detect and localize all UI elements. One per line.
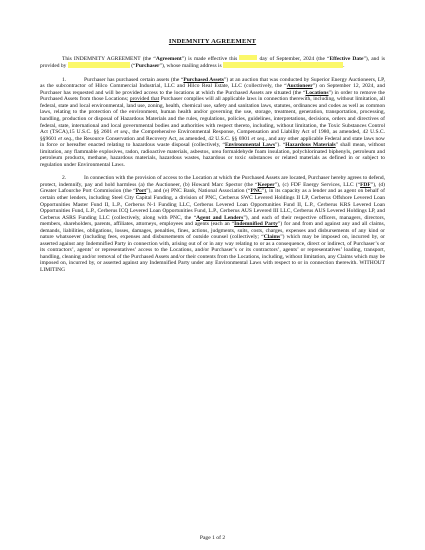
defined-term-effective-date: Effective Date — [329, 55, 364, 62]
defined-term-auctioneer: Auctioneer — [286, 83, 313, 90]
defined-term-agreement: Agreement — [155, 55, 182, 62]
section-number: 1. — [62, 76, 67, 83]
section-number: 2. — [62, 175, 67, 182]
page-number-footer: Page 1 of 2 — [199, 535, 226, 541]
defined-term-pnc: PNC — [250, 188, 262, 195]
defined-term-indemnified-party: Indemnified Party — [234, 221, 278, 228]
defined-term-port: Port — [135, 188, 147, 195]
intro-paragraph: This INDEMNITY AGREEMENT (the “Agreement”) is made effective this day of September, 2024 (the “Effective Date”), and is provided by (“Purchaser”), whose mailing address is . — [40, 55, 385, 70]
document-title: INDEMNITY AGREEMENT — [168, 38, 257, 45]
defined-term-claims: Claims — [263, 234, 281, 241]
defined-term-keeper: Keeper — [257, 181, 275, 188]
defined-term-agent-and-lenders: Agent and Lenders — [196, 214, 244, 221]
blank-day-field[interactable] — [239, 55, 257, 60]
defined-term-locations: Locations — [305, 89, 329, 96]
defined-term-hazardous-materials: Hazardous Materials — [285, 142, 336, 149]
defined-term-purchaser: Purchaser — [135, 63, 160, 70]
defined-term-environmental-laws: Environmental Laws — [224, 142, 275, 149]
blank-mailing-address-field[interactable] — [223, 62, 343, 67]
defined-term-fdf: FDF — [360, 181, 371, 188]
defined-term-purchased-assets: Purchased Assets — [183, 76, 224, 83]
section-2-paragraph: 2. In connection with the provision of access to the Location at which the Purchased Assets are located, Purchaser hereby agrees to defend, protect, indemnify, pay and hold harmless (a) the Auctioneer, (b) Howard Marc Spector (the “Keeper”), (c) FDF Energy Services, LLC (“FDF”), (d) Greater Lafourche Port Commission (the “Port”), and (e) PNC Bank, National Association (“PNC”), in its capacity as a lender and as agent on behalf of certain other lenders, including Steel City Capital Funding, a division of PNC, Cerberus SWC Levered Holdings II LP, Cerberus Offshore Levered Loan Opportunities Master Fund II, L.P., Cerberus N-1 Funding LLC, Cerberus Levered Loan Opportunities Fund II, L.P., Cerberus KRS Levered Loan Opportunities Fund, L.P., Cerberus ICQ Levered Loan Opportunities Fund, L.P., Cerberus AUS Levered III LLC, Cerberus AUS Levered Holdings LP, and Cerberus ASRS Funding LLC (collectively, along with PNC, the “Agent and Lenders”), and each of their respective officers, managers, directors, members, shareholders, parents, affiliates, attorneys, employees and agents (each an “Indemnified Party”) for and from and against any and all claims, demands, liabilities, obligations, losses, damages, penalties, fines, actions, judgments, suits, costs, charges, expenses and disbursements of any kind or nature whatsoever (including fees, expenses and disbursements of outside counsel (collectively; “Claims”) which may be imposed on, incurred by, or asserted against any Indemnified Party in connection with, arising out of or in any way relating to or as a consequence, direct or indirect, of Purchaser’s or its contractors’, agents’ or representatives’ access to the Locations, and/or Purchaser’s or its contractors’, agents’ or representatives’ loading, transport, handling, cleaning and/or removal of the Purchased Assets and/or their contents from the Locations, including, without limitation, any Claims which may be imposed on, incurred by, or asserted against any Indemnified Party under any Environmental Laws with respect to or in connection therewith. WITHOUT LIMITING — [40, 175, 386, 273]
provided-that-text: provided that — [129, 96, 160, 103]
section-1-paragraph: 1. Purchaser has purchased certain assets (the “Purchased Assets”) at an auction that was conducted by Superior Energy Auctioneers, LP, as the subcontractor of Hilco Commercial Industrial, LLC and Hilco Real Estate, LLC (collectively, the “Auctioneer”) on September 12, 2024, and Purchaser has requested and will be provided access to the locations at which the Purchased Assets are situated (the “Locations”) in order to remove the Purchased Assets from those Locations; provided that Purchaser complies will all applicable laws in connection therewith, including, without limitation, all federal, state and local environmental, land use, zoning, health, chemical use, safety and sanitation laws, statutes, ordinances and codes as well as common laws, relating to the protection of the environment, human health and/or governing the use, storage, treatment, generation, transportation, processing, handling, production or disposal of Hazardous Materials and the rules, regulations, policies, guidelines, interpretations, decisions, orders and directives of federal, state, international and local governmental bodies and authorities with respect thereto, including, without limitation, the Toxic Substances Control Act (TSCA),15 U.S.C. §§ 2601 et seq., the Comprehensive Environmental Response, Compensation and Liability Act of 1980, as amended, 42 U.S.C. §§9601 et seq., the Resource Conservation and Recovery Act, as amended, 42 U.S.C. §§ 6901 et seq., and any other applicable Federal and state laws now in force or hereafter enacted relating to hazardous waste disposal (collectively, “Environmental Laws”). “Hazardous Materials” shall mean, without limitation, any flammable explosives, radon, radioactive materials, asbestos, urea formaldehyde foam insulation, polychlorinated biphenyls, petroleum and petroleum products, methane, hazardous materials, hazardous wastes, hazardous or toxic substances or related materials as defined in or subject to regulation under Environmental Laws. — [40, 76, 386, 168]
blank-purchaser-name-field[interactable] — [68, 62, 130, 67]
